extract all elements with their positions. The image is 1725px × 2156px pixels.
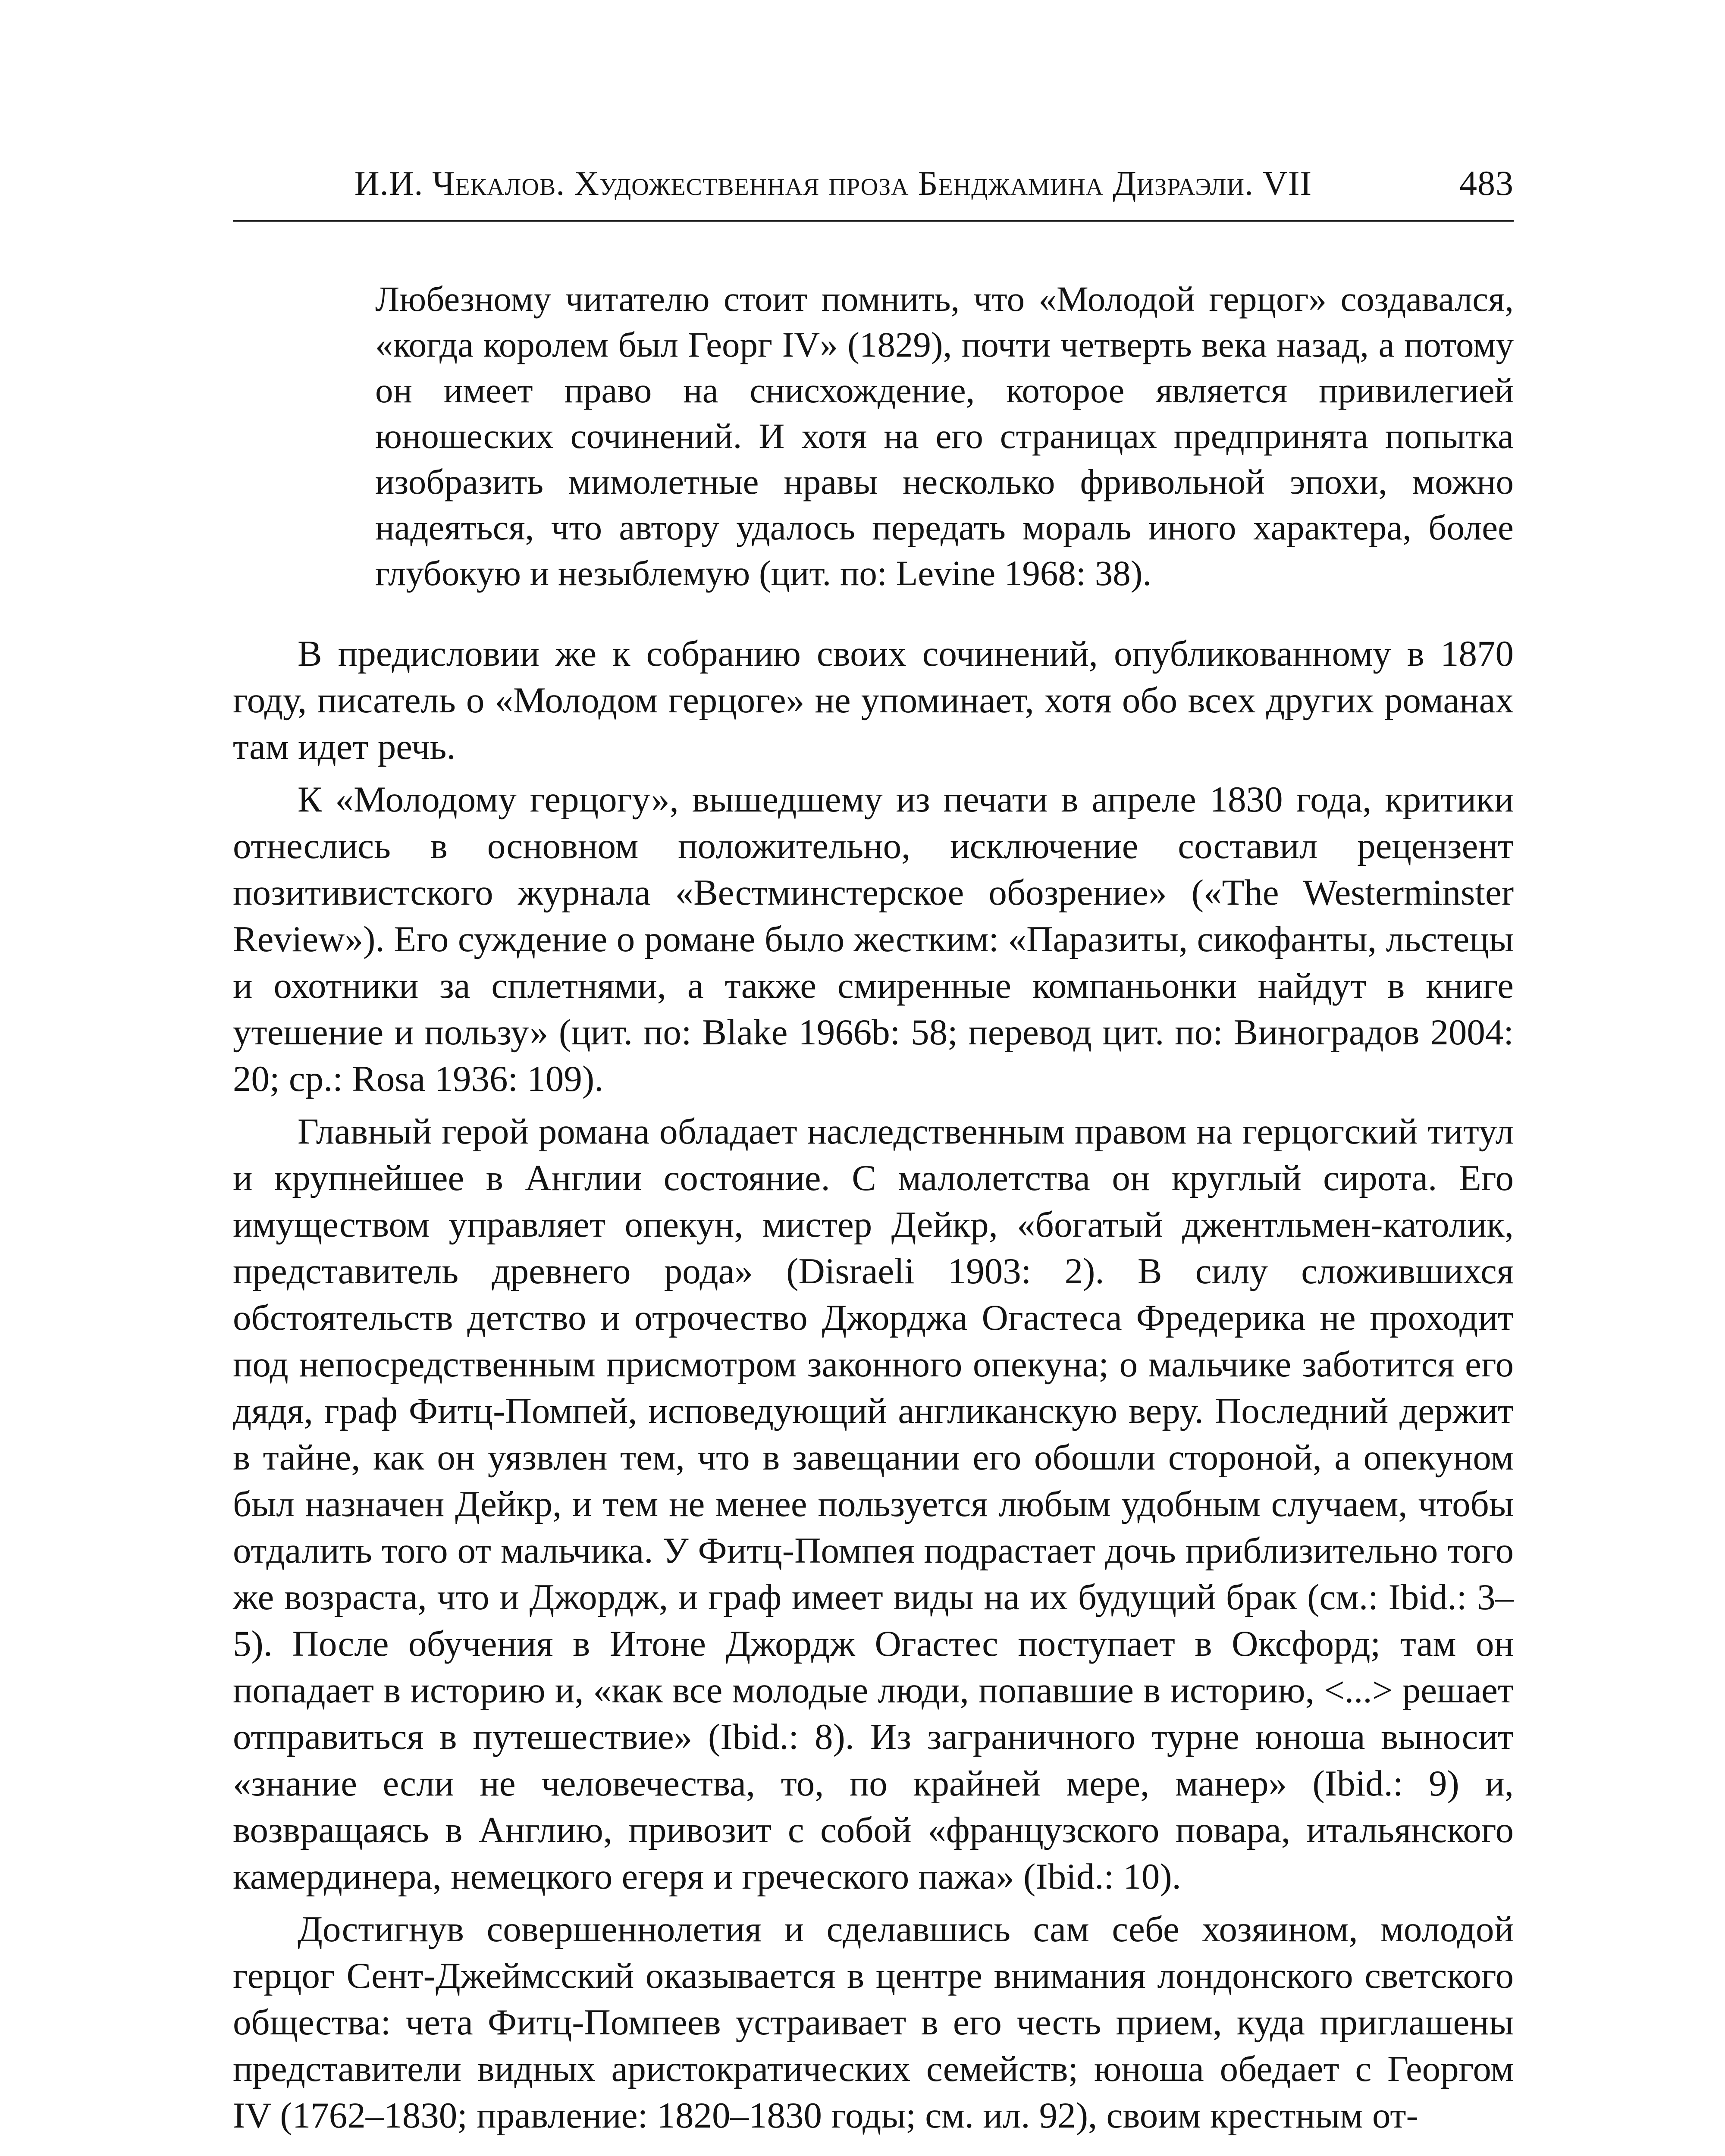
- running-header: [233, 163, 1514, 215]
- paragraph: Главный герой романа обладает наследственным правом на герцогский титул и крупнейшее в Англии состояние. С малолетства он круглый сирота. Его имуществом управляет опекун, мистер Дейкр, «богатый джентльмен-католик, представитель древнего рода» (Disraeli 1903: 2). В силу сложившихся обстоятельств детство и отрочество Джорджа Огастеса Фредерика не проходит под непосредственным присмотром законного опекуна; о мальчике заботится его дядя, граф Фитц-Помпей, исповедующий англиканскую веру. Последний держит в тайне, как он уязвлен тем, что в завещании его обошли стороной, а опекуном был назначен Дейкр, и тем не менее пользуется любым удобным случаем, чтобы отдалить того от мальчика. У Фитц-Помпея подрастает дочь приблизительно того же возраста, что и Джордж, и граф имеет виды на их будущий брак (см.: Ibid.: 3–5). После обучения в Итоне Джордж Огастес поступает в Оксфорд; там он попадает в историю и, «как все молодые люди, попавшие в историю, <...> решает отправиться в путешествие» (Ibid.: 8). Из заграничного турне юноша выносит «знание если не человечества, то, по крайней мере, манер» (Ibid.: 9) и, возвращаясь в Англию, привозит с собой «французского повара, итальянского камердинера, немецкого егеря и греческого пажа» (Ibid.: 10).: [233, 1111, 1514, 1897]
- paragraph: Достигнув совершеннолетия и сделавшись сам себе хозяином, молодой герцог Сент-Джеймсский оказывается в центре внимания лондонского светского общества: чета Фитц-Помпеев устраивает в его честь прием, куда приглашены представители видных аристократических семейств; юноша обедает с Георгом IV (1762–1830; правление: 1820–1830 годы; см. ил. 92), своим крестным от-: [233, 1909, 1514, 2136]
- page-number: 483: [1459, 163, 1514, 203]
- header-rule: [233, 220, 1514, 222]
- body-text: [233, 276, 1514, 2139]
- paragraph: К «Молодому герцогу», вышедшему из печати в апреле 1830 года, критики отнеслись в основном положительно, исключение составил рецензент позитивистского журнала «Вестминстерское обозрение» («The Westerminster Review»). Его суждение о романе было жестким: «Паразиты, сикофанты, льстецы и охотники за сплетнями, а также смиренные компаньонки найдут в книге утешение и пользу» (цит. по: Blake 1966b: 58; перевод цит. по: Виноградов 2004: 20; ср.: Rosa 1936: 109).: [233, 779, 1514, 1099]
- running-header-title: И.И. Чекалов. Художественная проза Бенджамина Дизраэли. VII: [354, 165, 1312, 203]
- paragraph: В предисловии же к собранию своих сочинений, опубликованному в 1870 году, писатель о «Молодом герцоге» не упоминает, хотя обо всех других романах там идет речь.: [233, 633, 1514, 767]
- block-quote: Любезному читателю стоит помнить, что «Молодой герцог» создавался, «когда королем был Георг IV» (1829), почти четверть века назад, а потому он имеет право на снисхождение, которое является привилегией юношеских сочинений. И хотя на его страницах предпринята попытка изобразить мимолетные нравы несколько фривольной эпохи, можно надеяться, что автору удалось передать мораль иного характера, более глубокую и незыблемую (цит. по: Levine 1968: 38).: [375, 279, 1514, 593]
